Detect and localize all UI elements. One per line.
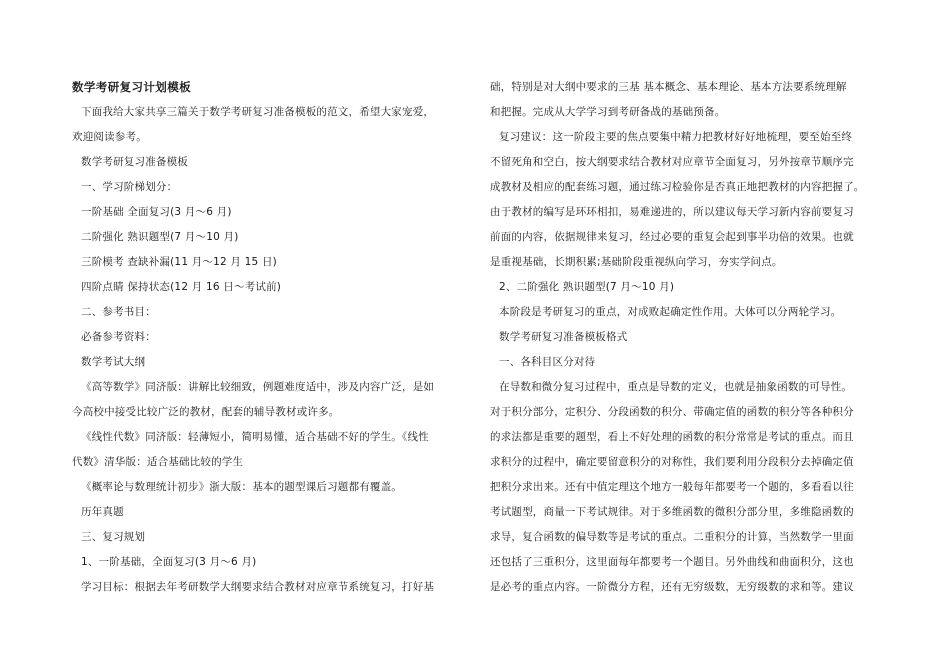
paragraph-line: 是重视基础，长期积累;基础阶段重视纵向学习，夯实学问点。 [490, 256, 783, 268]
section-heading: 一、各科目区分对待 [499, 356, 596, 368]
list-item: 2、二阶强化 熟识题型(7 月～10 月) [499, 281, 675, 293]
paragraph-line: 代数》清华版：适合基础比较的学生 [72, 456, 244, 468]
list-item: 四阶点睛 保持状态(12 月 16 日～考试前) [81, 281, 282, 293]
paragraph-line: 是必考的重点内容。一阶微分方程，还有无穷级数，无穷级数的求和等。建议 [490, 581, 854, 593]
paragraph-line: 由于教材的编写是环环相扣，易难递进的，所以建议每天学习新内容前要复习 [490, 206, 854, 218]
paragraph-line: 欢迎阅读参考。 [72, 131, 147, 143]
paragraph-line: 今高校中接受比较广泛的教材，配套的辅导教材或许多。 [72, 406, 340, 418]
paragraph-line: 在导数和微分复习过程中，重点是导数的定义，也就是抽象函数的可导性。 [499, 381, 853, 393]
paragraph-line: 学习目标：根据去年考研数学大纲要求结合教材对应章节系统复习，打好基 [81, 581, 435, 593]
section-heading: 三、复习规划 [81, 531, 146, 543]
list-item: 1、一阶基础，全面复习(3 月～6 月) [81, 556, 257, 568]
paragraph-line: 求导，复合函数的偏导数等是考试的重点。二重积分的计算，当然数学一里面 [490, 531, 854, 543]
paragraph-line: 历年真题 [81, 506, 124, 518]
paragraph-line: 《高等数学》同济版：讲解比较细致，例题难度适中，涉及内容广泛，是如 [81, 381, 435, 393]
list-item: 三阶模考 查缺补漏(11 月～12 月 15 日) [81, 256, 277, 268]
section-heading: 二、参考书目： [81, 306, 156, 318]
document-title: 数学考研复习计划模板 [72, 80, 191, 94]
paragraph-line: 和把握。完成从大学学习到考研备战的基础预备。 [490, 106, 726, 118]
paragraph-line: 数学考试大纲 [81, 356, 146, 368]
paragraph-line: 的求法都是重要的题型，看上不好处理的函数的积分常常是考试的重点。而且 [490, 431, 854, 443]
paragraph-line: 《概率论与数理统计初步》浙大版：基本的题型课后习题都有覆盖。 [81, 481, 402, 493]
paragraph-line: 求积分的过程中，确定要留意积分的对称性，我们要利用分段积分去掉确定值 [490, 456, 854, 468]
paragraph-line: 考试题型，商量一下考试规律。对于多维函数的微积分部分里，多维隐函数的 [490, 506, 854, 518]
paragraph-line: 《线性代数》同济版：轻薄短小，简明易懂，适合基础不好的学生。《线性 [81, 431, 429, 443]
paragraph-line: 复习建议：这一阶段主要的焦点要集中精力把教材好好地梳理，要至始至终 [499, 131, 853, 143]
section-heading: 数学考研复习准备模板格式 [499, 331, 628, 343]
paragraph-line: 下面我给大家共享三篇关于数学考研复习准备模板的范文，希望大家宠爱， [81, 106, 435, 118]
paragraph-line: 不留死角和空白，按大纲要求结合教材对应章节全面复习，另外按章节顺序完 [490, 156, 854, 168]
paragraph-line: 对于积分部分，定积分、分段函数的积分、带确定值的函数的积分等各种积分 [490, 406, 854, 418]
paragraph-line: 础，特别是对大纲中要求的三基 基本概念、基本理论、基本方法要系统理解 [490, 81, 847, 93]
list-item: 二阶强化 熟识题型(7 月～10 月) [81, 231, 239, 243]
paragraph-line: 把积分求出来。还有中值定理这个地方一般每年都要考一个题的，多看看以往 [490, 481, 854, 493]
paragraph-line: 本阶段是考研复习的重点，对成败起确定性作用。大体可以分两轮学习。 [499, 306, 842, 318]
section-heading: 数学考研复习准备模板 [81, 156, 188, 168]
section-heading: 一、学习阶梯划分： [81, 181, 178, 193]
paragraph-line: 必备参考资料： [81, 331, 156, 343]
paragraph-line: 前面的内容，依据规律来复习，经过必要的重复会起到事半功倍的效果。也就 [490, 231, 854, 243]
list-item: 一阶基础 全面复习(3 月～6 月) [81, 206, 232, 218]
paragraph-line: 成教材及相应的配套练习题，通过练习检验你是否真正地把教材的内容把握了。 [490, 181, 865, 193]
paragraph-line: 还包括了三重积分，这里面每年都要考一个题目。另外曲线和曲面积分，这也 [490, 556, 854, 568]
